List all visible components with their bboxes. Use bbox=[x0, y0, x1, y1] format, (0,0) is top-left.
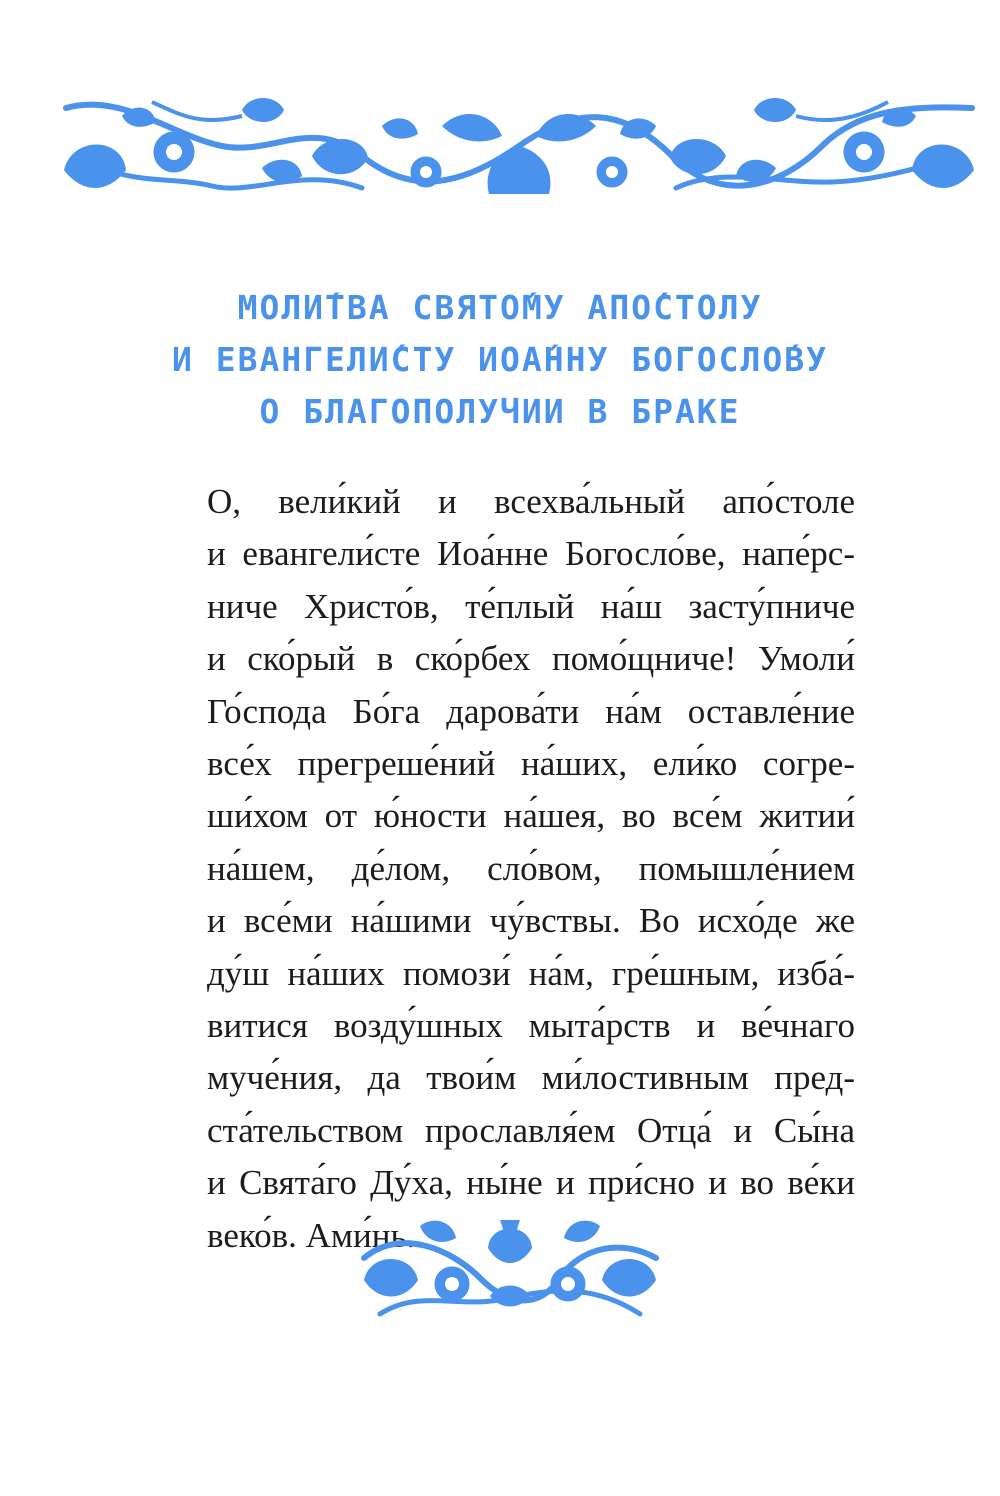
prayer-text bbox=[207, 476, 855, 1262]
prayer-line: на́шем, де́лом, сло́вом, помышле́нием bbox=[207, 848, 855, 888]
prayer-line: и ско́рый в ско́рбех помо́щниче! Умоли́ bbox=[207, 639, 855, 679]
prayer-title bbox=[0, 282, 1000, 438]
title-line: О БЛАГОПОЛУЧИИ В БРАКЕ bbox=[259, 392, 741, 431]
title-line: И ЕВАНГЕЛИ́СТУ ИОА́ННУ БОГОСЛО́ВУ bbox=[171, 340, 829, 379]
prayer-line: витися возду́шных мыта́рств и ве́чнаго bbox=[207, 1006, 855, 1046]
prayer-line: и все́ми на́шими чу́вствы. Во исхо́де же bbox=[207, 901, 855, 941]
floral-ornament-top bbox=[62, 96, 976, 198]
prayer-line: ду́ш на́ших помози́ на́м, гре́шным, изба́- bbox=[207, 953, 855, 993]
prayer-line: ши́хом от ю́ности на́шея, во все́м житии́ bbox=[207, 796, 855, 836]
floral-ornament-bottom bbox=[360, 1218, 660, 1322]
title-line: МОЛИ́ТВА СВЯТО́МУ АПО́СТОЛУ bbox=[237, 288, 763, 327]
prayer-line: и евангели́сте Иоа́нне Богосло́ве, напе́рс- bbox=[207, 534, 855, 574]
prayer-line: и Свята́го Ду́ха, ны́не и при́сно и во ве́ки bbox=[207, 1163, 855, 1203]
prayer-line: все́х прегреше́ний на́ших, ели́ко согре- bbox=[207, 744, 855, 784]
prayer-line: муче́ния, да твои́м ми́лостивным пред- bbox=[207, 1058, 855, 1098]
prayer-line: О, вели́кий и всехва́льный апо́столе bbox=[207, 482, 855, 521]
prayer-line: Го́спода Бо́га дарова́ти на́м оставле́ние bbox=[207, 691, 855, 731]
prayer-line: ниче Христо́в, те́плый на́ш засту́пниче bbox=[207, 586, 855, 626]
prayer-line: веко́в. Ами́нь. bbox=[207, 1215, 416, 1255]
prayer-line: ста́тельством прославля́ем Отца́ и Сы́на bbox=[207, 1110, 855, 1150]
